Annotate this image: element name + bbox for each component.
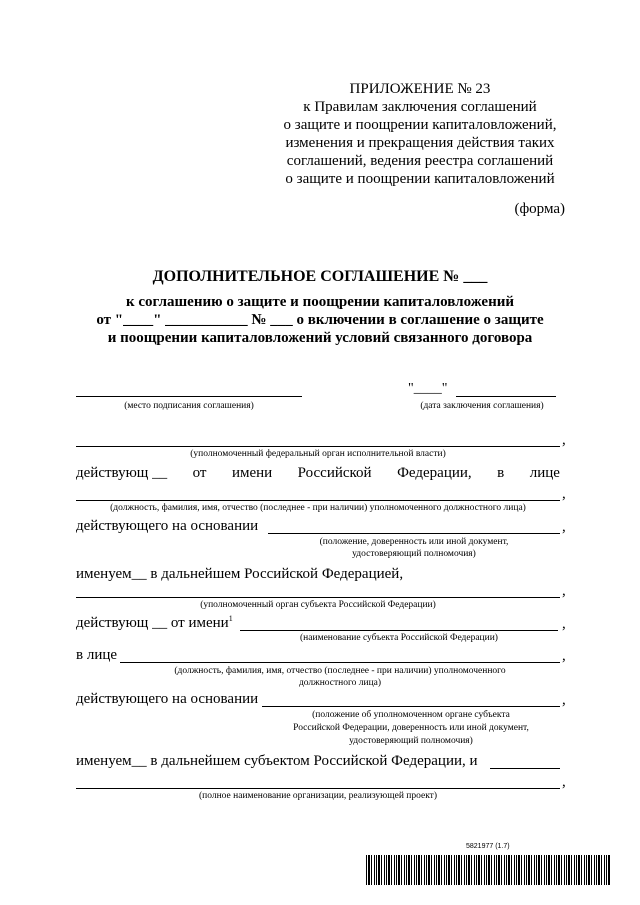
basis2-caption: Российской Федерации, доверенность или иной документ,: [293, 723, 529, 733]
fed-authority-field[interactable]: [76, 446, 560, 447]
org-name-caption: (полное наименование организации, реализующей проект): [198, 791, 437, 801]
comma: ,: [562, 774, 566, 790]
named-subject-text: именуем__ в дальнейшем субъектом Российской Федерации, и: [76, 753, 478, 769]
fed-authority-caption: (уполномоченный федеральный орган исполнительной власти): [190, 449, 446, 459]
party-field[interactable]: [490, 768, 560, 769]
basis-caption: удостоверяющий полномочия): [352, 549, 476, 559]
date-day-field[interactable]: "____": [408, 381, 448, 396]
date-caption: (дата заключения соглашения): [420, 401, 544, 411]
comma: ,: [562, 616, 566, 632]
document-title: ДОПОЛНИТЕЛЬНОЕ СОГЛАШЕНИЕ № ___: [152, 268, 488, 285]
comma: ,: [562, 692, 566, 708]
org-name-field[interactable]: [76, 788, 560, 789]
document-subtitle: [0, 293, 640, 347]
named-rf-text: именуем__ в дальнейшем Российской Федерацией,: [76, 566, 404, 582]
subject-name-field[interactable]: [240, 630, 558, 631]
subtitle-line: к соглашению о защите и поощрении капиталовложений: [125, 294, 514, 310]
place-field[interactable]: [76, 396, 302, 397]
official2-field[interactable]: [120, 662, 560, 663]
official-field[interactable]: [76, 500, 560, 501]
subtitle-line: от "____" ___________ № ___ о включении в соглашение о защите: [96, 312, 544, 328]
comma: ,: [562, 486, 566, 502]
appendix-line: о защите и поощрении капиталовложений: [285, 171, 555, 187]
appendix-line: к Правилам заключения соглашений: [303, 99, 537, 115]
subtitle-line: и поощрении капиталовложений условий связанного договора: [107, 330, 533, 346]
place-caption: (место подписания соглашения): [124, 401, 254, 411]
subject-name-caption: (наименование субъекта Российской Федерации): [300, 633, 498, 643]
form-label: (форма): [514, 201, 565, 217]
acting-word: в: [497, 465, 505, 481]
acting-word: Федерации,: [397, 465, 472, 481]
acting-word: лице: [529, 465, 560, 481]
acting-word: от: [192, 465, 207, 481]
comma: ,: [562, 583, 566, 599]
acting-from-label: [76, 614, 233, 632]
appendix-line: изменения и прекращения действия таких: [285, 135, 555, 151]
basis2-caption: (положение об уполномоченном органе субъекта: [312, 710, 510, 720]
appendix-line: о защите и поощрении капиталовложений,: [283, 117, 557, 133]
appendix-number: ПРИЛОЖЕНИЕ № 23: [349, 81, 491, 97]
basis-caption: (положение, доверенность или иной документ,: [319, 537, 509, 547]
acting-from-text: действующ __ от имени: [76, 615, 229, 631]
official2-caption: должностного лица): [298, 678, 382, 688]
comma: ,: [562, 648, 566, 664]
in-person-label: в лице: [76, 647, 118, 663]
acting-word: действующ __: [76, 465, 168, 481]
basis2-caption: удостоверяющий полномочия): [349, 736, 473, 746]
comma: ,: [562, 432, 566, 448]
subject-authority-caption: (уполномоченный орган субъекта Российской Федерации): [200, 600, 436, 610]
official2-caption: (должность, фамилия, имя, отчество (последнее - при наличии) уполномоченного: [174, 666, 506, 676]
basis2-field[interactable]: [262, 706, 560, 707]
footnote-mark: 1: [228, 614, 233, 623]
basis-field[interactable]: [268, 533, 560, 534]
official-caption: (должность, фамилия, имя, отчество (последнее - при наличии) уполномоченного должностного лица): [110, 503, 526, 513]
acting-basis-label: действующего на основании: [76, 518, 259, 534]
subject-authority-field[interactable]: [76, 597, 560, 598]
acting-line: [76, 465, 560, 482]
appendix-line: соглашений, ведения реестра соглашений: [286, 153, 554, 169]
date-month-field[interactable]: [456, 396, 556, 397]
barcode-icon: [366, 855, 610, 885]
acting-word: Российской: [297, 465, 372, 481]
barcode-code: 5821977 (1.7): [466, 843, 510, 850]
acting-word: имени: [231, 465, 273, 481]
comma: ,: [562, 519, 566, 535]
acting-basis2-label: действующего на основании: [76, 691, 259, 707]
